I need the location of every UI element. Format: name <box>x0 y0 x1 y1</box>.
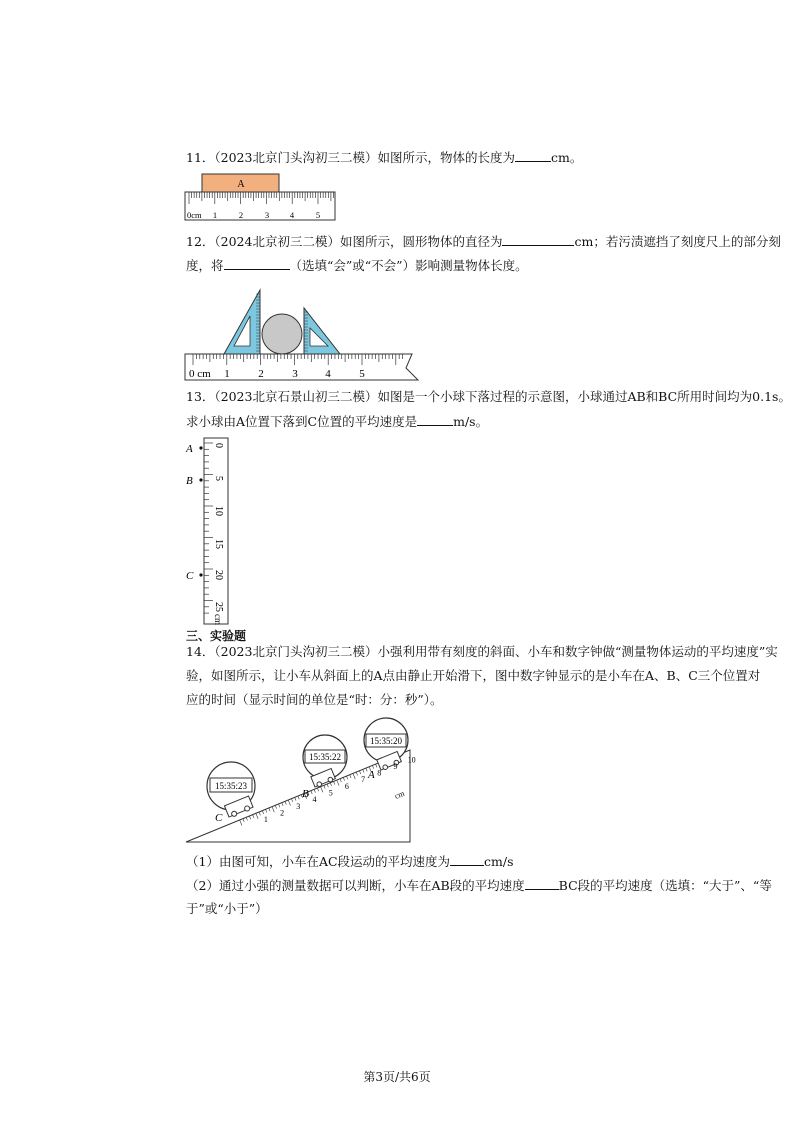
q13-scale-label: 0 <box>213 443 224 448</box>
q13-point-label: C <box>186 570 194 582</box>
q11-answer-blank[interactable] <box>515 147 551 162</box>
q13-ball-b <box>199 478 202 481</box>
q13-scale-label: 10 <box>213 506 224 516</box>
q14-clock-a <box>364 718 408 762</box>
q14-point-label: A <box>368 769 375 781</box>
q14-answer-blank-1[interactable] <box>450 851 484 866</box>
q14-unit-label: cm <box>393 788 406 801</box>
q14-incline-figure <box>184 716 416 844</box>
q14-answer-blank-2[interactable] <box>525 875 559 890</box>
q14-point-label: C <box>215 812 223 824</box>
q13-text-line2: 求小球由A位置下落到C位置的平均速度是 m/s。 <box>186 411 488 432</box>
q12-tick-label: 4 <box>325 368 331 380</box>
q14-scale-label: 6 <box>344 781 349 791</box>
q13-point-label: B <box>186 475 193 487</box>
q11-block-label: A <box>237 179 245 190</box>
q13-vertical-ruler-figure <box>184 436 244 626</box>
q12-unit-label: 0 cm <box>189 368 211 380</box>
section-heading: 三、实验题 <box>186 629 247 643</box>
q12-right-set-square <box>304 308 340 354</box>
q12-text-line1: 12．（2024北京初三二模）如图所示，圆形物体的直径为 cm；若污渍遮挡了刻度尺上的部分刻 <box>186 231 781 252</box>
q13-answer-blank[interactable] <box>417 411 453 426</box>
q12-tick-label: 2 <box>258 368 264 380</box>
q13-ball-c <box>199 573 202 576</box>
q14-clock-b-time: 15:35:22 <box>308 752 342 762</box>
q14-sub1: （1）由图可知，小车在AC段运动的平均速度为 cm/s <box>186 851 514 872</box>
q12-text-line2: 度，将 （选填“会”或“不会”）影响测量物体长度。 <box>186 255 528 276</box>
q14-scale-label: 1 <box>263 815 268 825</box>
q14-text-line2: 验，如图所示，让小车从斜面上的A点由静止开始滑下，图中数字钟显示的是小车在A、B、C三个位置对 <box>186 668 761 683</box>
q14-scale-label: 7 <box>361 775 366 785</box>
q11-tick-label: 4 <box>289 210 295 220</box>
page-number: 第3页/共6页 <box>363 1070 431 1084</box>
q11-tick-label: 2 <box>238 210 244 220</box>
q12-tick-label: 1 <box>224 368 230 380</box>
q13-unit-label: cm <box>213 614 223 625</box>
q12-ruler-figure <box>184 280 422 384</box>
q13-text-line1: 13．（2023北京石景山初三二模）如图是一个小球下落过程的示意图，小球通过AB和BC所用时间均为0.1s。 <box>186 389 791 404</box>
q14-sub2-cont: 于”或“小于”） <box>186 901 268 916</box>
q14-scale-label: 5 <box>328 788 333 798</box>
q11-unit-label: 0cm <box>187 210 202 220</box>
q12-round-object <box>262 314 302 354</box>
q13-scale-label: 25 <box>213 602 224 612</box>
q14-text-line3: 应的时间（显示时间的单位是“时：分：秒”）。 <box>186 692 443 707</box>
q12-answer-blank-1[interactable] <box>502 231 574 246</box>
q11-tick-label: 3 <box>264 210 270 220</box>
q13-point-label: A <box>186 443 193 455</box>
q14-scale-label: 8 <box>377 768 382 778</box>
q14-sub2: （2）通过小强的测量数据可以判断，小车在AB段的平均速度 BC段的平均速度（选填：“大于”、“等 <box>186 875 772 896</box>
q11-text: 11．（2023北京门头沟初三二模）如图所示，物体的长度为 cm。 <box>186 147 582 168</box>
q13-ball-a <box>199 446 202 449</box>
q14-scale-label: 2 <box>280 808 285 818</box>
q13-scale-label: 15 <box>213 539 224 549</box>
q14-clock-a-time: 15:35:20 <box>369 736 403 746</box>
q14-point-label: B <box>302 788 309 800</box>
q14-scale-label: 3 <box>296 801 301 811</box>
q14-clock-c-time: 15:35:23 <box>214 781 248 791</box>
q11-ruler-figure <box>184 172 338 222</box>
q11-tick-label: 1 <box>212 210 218 220</box>
q14-scale-label: 10 <box>407 755 416 765</box>
q14-scale-label: 4 <box>312 795 317 805</box>
q13-scale-label: 5 <box>213 476 224 481</box>
q11-tick-label: 5 <box>315 210 321 220</box>
q14-text-line1: 14．（2023北京门头沟初三二模）小强利用带有刻度的斜面、小车和数字钟做“测量物体运动的平均速度”实 <box>186 644 778 659</box>
q14-scale-label: 9 <box>393 761 398 771</box>
q13-scale-label: 20 <box>213 570 224 580</box>
q12-answer-blank-2[interactable] <box>224 255 290 270</box>
q12-tick-label: 5 <box>359 368 365 380</box>
q12-tick-label: 3 <box>292 368 298 380</box>
